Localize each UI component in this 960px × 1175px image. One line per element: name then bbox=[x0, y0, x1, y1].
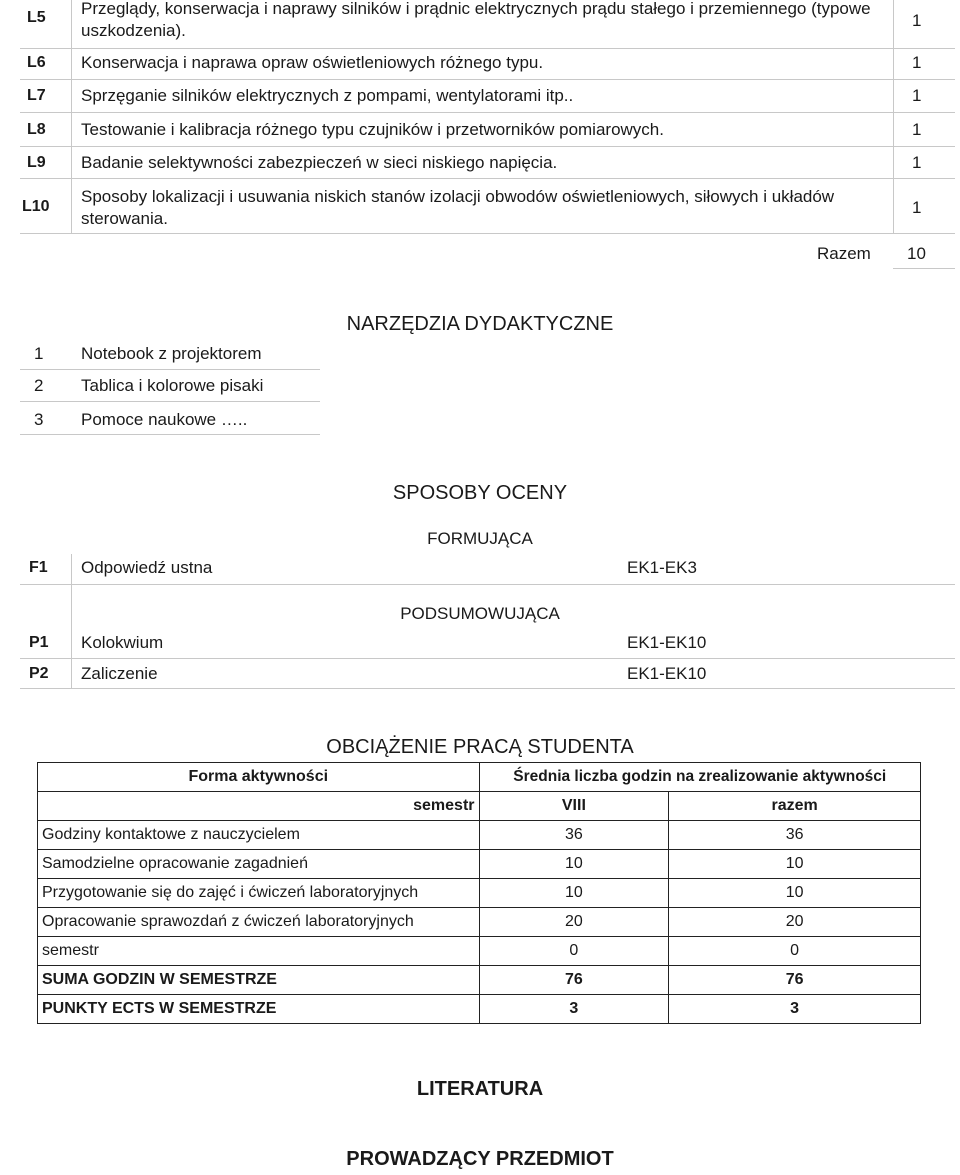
row-semester-hours: 36 bbox=[479, 821, 669, 850]
workload-title: OBCIĄŻENIE PRACĄ STUDENTA bbox=[326, 736, 634, 758]
formative-title: FORMUJĄCA bbox=[427, 529, 533, 548]
lab-text: Sprzęganie silników elektrycznych z pompami, wentylatorami itp.. bbox=[81, 86, 574, 105]
lab-hours: 1 bbox=[912, 53, 922, 72]
lab-hours: 1 bbox=[912, 120, 922, 139]
row-label: Przygotowanie się do zajęć i ćwiczeń laboratoryjnych bbox=[38, 879, 480, 908]
sum-label: SUMA GODZIN W SEMESTRZE bbox=[38, 966, 480, 995]
tool-text: Notebook z projektorem bbox=[81, 344, 262, 363]
lab-code: L7 bbox=[27, 87, 46, 104]
lab-hours: 1 bbox=[912, 153, 922, 172]
row-label: semestr bbox=[38, 937, 480, 966]
literature-title: LITERATURA bbox=[416, 1078, 544, 1100]
assessment-text: Kolokwium bbox=[81, 633, 164, 652]
ects-row bbox=[38, 995, 921, 1024]
assessment-code: F1 bbox=[29, 559, 48, 576]
subheader-semester-value: VIII bbox=[479, 792, 669, 821]
lab-code: L6 bbox=[27, 54, 46, 71]
table-row bbox=[38, 850, 921, 879]
sum-row bbox=[38, 966, 921, 995]
row-total-hours: 36 bbox=[669, 821, 921, 850]
lab-code: L8 bbox=[27, 121, 46, 138]
subheader-semestr: semestr bbox=[38, 792, 480, 821]
lab-code: L10 bbox=[22, 198, 50, 215]
ects-total: 3 bbox=[669, 995, 921, 1024]
row-semester-hours: 20 bbox=[479, 908, 669, 937]
table-row bbox=[38, 937, 921, 966]
assessment-text: Zaliczenie bbox=[81, 664, 158, 683]
assessment-code: P2 bbox=[29, 665, 49, 682]
labs-total-label: Razem bbox=[817, 244, 871, 263]
ects-label: PUNKTY ECTS W SEMESTRZE bbox=[38, 995, 480, 1024]
row-total-hours: 20 bbox=[669, 908, 921, 937]
labs-total-value: 10 bbox=[907, 244, 926, 263]
lab-code: L5 bbox=[27, 9, 46, 26]
ects-semester: 3 bbox=[479, 995, 669, 1024]
table-row bbox=[38, 908, 921, 937]
row-total-hours: 10 bbox=[669, 879, 921, 908]
sum-total-hours: 76 bbox=[669, 966, 921, 995]
column-header: Średnia liczba godzin na zrealizowanie aktywności bbox=[479, 763, 921, 792]
tool-number: 1 bbox=[34, 344, 44, 363]
lab-text: Badanie selektywności zabezpieczeń w sieci niskiego napięcia. bbox=[81, 153, 558, 172]
row-total-hours: 0 bbox=[669, 937, 921, 966]
tool-text: Tablica i kolorowe pisaki bbox=[81, 376, 264, 395]
assessment-effects: EK1-EK10 bbox=[627, 664, 707, 683]
tools-title: NARZĘDZIA DYDAKTYCZNE bbox=[346, 313, 614, 335]
sum-semester-hours: 76 bbox=[479, 966, 669, 995]
table-row bbox=[38, 821, 921, 850]
tool-number: 3 bbox=[34, 410, 44, 429]
summative-title: PODSUMOWUJĄCA bbox=[400, 604, 560, 623]
assessment-effects: EK1-EK3 bbox=[627, 558, 697, 577]
row-label: Godziny kontaktowe z nauczycielem bbox=[38, 821, 480, 850]
row-label: Samodzielne opracowanie zagadnień bbox=[38, 850, 480, 879]
lab-hours: 1 bbox=[912, 11, 922, 30]
table-row bbox=[38, 879, 921, 908]
lab-text: Przeglądy, konserwacja i naprawy silników i prądnic elektrycznych prądu stałego i przemiennego (typowe uszkodzenia). bbox=[81, 0, 871, 40]
lab-text: Konserwacja i naprawa opraw oświetleniowych różnego typu. bbox=[81, 53, 544, 72]
lab-hours: 1 bbox=[912, 198, 922, 217]
tool-text: Pomoce naukowe ….. bbox=[81, 410, 248, 429]
lab-hours: 1 bbox=[912, 86, 922, 105]
tool-number: 2 bbox=[34, 376, 44, 395]
lab-code: L9 bbox=[27, 154, 46, 171]
assessment-effects: EK1-EK10 bbox=[627, 633, 707, 652]
row-semester-hours: 0 bbox=[479, 937, 669, 966]
assessment-code: P1 bbox=[29, 634, 49, 651]
row-total-hours: 10 bbox=[669, 850, 921, 879]
assessment-text: Odpowiedź ustna bbox=[81, 558, 213, 577]
lab-text: Testowanie i kalibracja różnego typu czujników i przetworników pomiarowych. bbox=[81, 120, 664, 139]
lab-text: Sposoby lokalizacji i usuwania niskich stanów izolacji obwodów oświetleniowych, siłowych i układów sterowania. bbox=[81, 187, 835, 228]
row-semester-hours: 10 bbox=[479, 850, 669, 879]
teacher-title: PROWADZĄCY PRZEDMIOT bbox=[346, 1148, 614, 1170]
row-label: Opracowanie sprawozdań z ćwiczeń laboratoryjnych bbox=[38, 908, 480, 937]
column-header: Forma aktywności bbox=[38, 763, 480, 792]
row-semester-hours: 10 bbox=[479, 879, 669, 908]
workload-table bbox=[37, 762, 921, 1024]
subheader-total: razem bbox=[669, 792, 921, 821]
assessment-title: SPOSOBY OCENY bbox=[392, 482, 568, 504]
